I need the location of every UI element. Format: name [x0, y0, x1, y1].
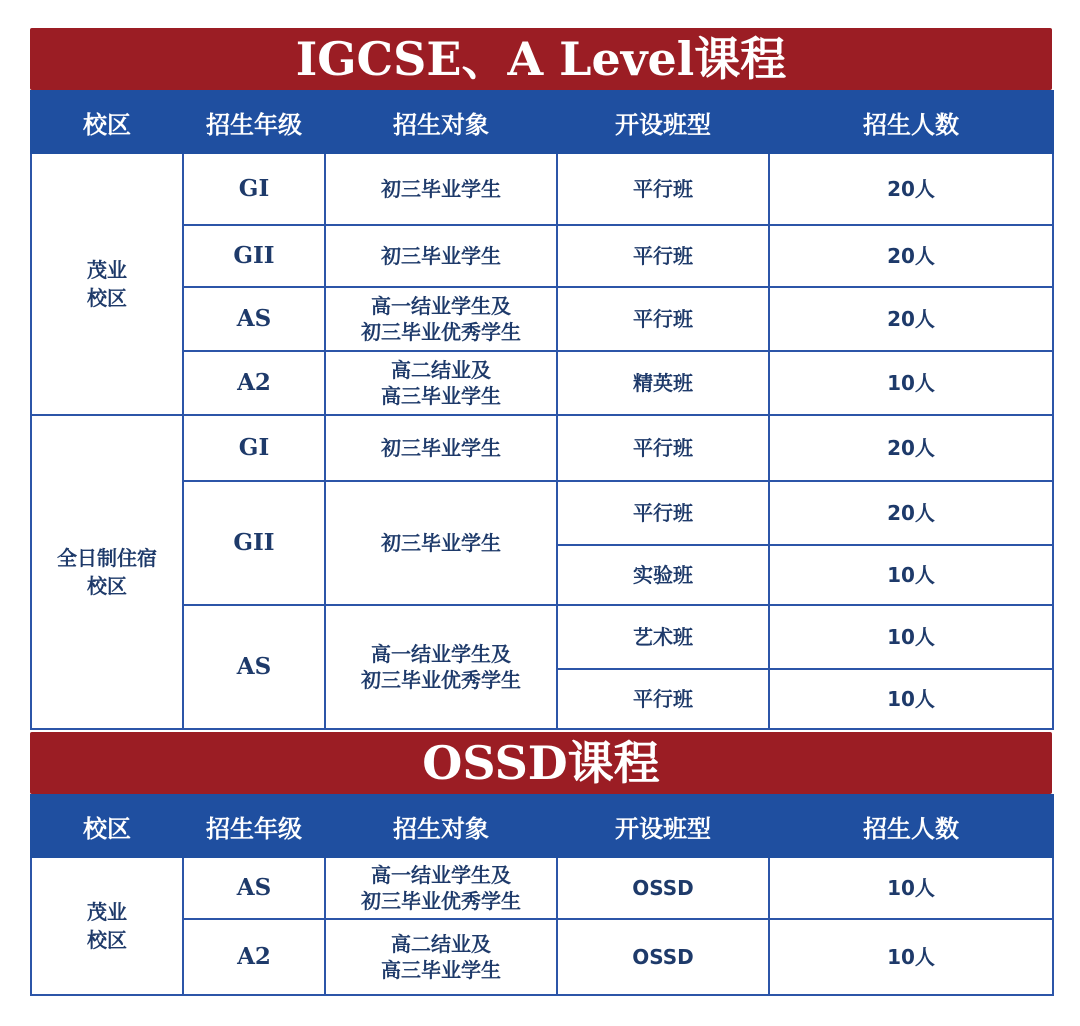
target-line: 高一结业学生及 [371, 642, 511, 666]
target-line: 初三毕业学生 [381, 244, 501, 268]
table-row [31, 153, 1053, 225]
grade-cell: GII [183, 225, 325, 287]
campus-name: 茂业 [87, 900, 127, 924]
target-line: 高一结业学生及 [371, 863, 511, 887]
table-row [31, 919, 1053, 995]
target-line: 初三毕业学生 [381, 177, 501, 201]
header-campus: 校区 [31, 795, 183, 857]
header-grade: 招生年级 [183, 91, 325, 153]
target-line: 高二结业及 [391, 358, 491, 382]
table-row [31, 415, 1053, 481]
class-type-cell: 精英班 [557, 351, 769, 415]
grade-cell: AS [183, 287, 325, 351]
enrollment-cell: 10人 [769, 605, 1053, 669]
igcse-alevel-table [30, 90, 1054, 730]
target-line: 高三毕业学生 [381, 384, 501, 408]
header-target: 招生对象 [325, 91, 557, 153]
class-type-cell: 平行班 [557, 225, 769, 287]
table-row [31, 605, 1053, 669]
table-header-row [31, 795, 1053, 857]
target-line: 初三毕业学生 [381, 436, 501, 460]
table-header-row [31, 91, 1053, 153]
enrollment-cell: 20人 [769, 225, 1053, 287]
header-enrollment: 招生人数 [769, 91, 1053, 153]
campus-suffix: 校区 [87, 928, 127, 952]
campus-cell [31, 415, 183, 729]
table-row [31, 287, 1053, 351]
target-cell [325, 919, 557, 995]
class-type-cell: 平行班 [557, 153, 769, 225]
target-cell [325, 351, 557, 415]
target-cell [325, 415, 557, 481]
header-campus: 校区 [31, 91, 183, 153]
campus-suffix: 校区 [87, 286, 127, 310]
class-type-cell: OSSD [557, 857, 769, 919]
class-type-cell: 平行班 [557, 669, 769, 729]
enrollment-cell: 10人 [769, 919, 1053, 995]
grade-cell: A2 [183, 919, 325, 995]
table-row [31, 481, 1053, 545]
header-target: 招生对象 [325, 795, 557, 857]
target-cell [325, 857, 557, 919]
grade-cell: GII [183, 481, 325, 605]
grade-cell: AS [183, 857, 325, 919]
section-title-ossd: OSSD课程 [30, 732, 1052, 794]
class-type-cell: OSSD [557, 919, 769, 995]
campus-cell [31, 857, 183, 995]
class-type-cell: 实验班 [557, 545, 769, 605]
enrollment-cell: 20人 [769, 481, 1053, 545]
grade-cell: GI [183, 415, 325, 481]
grade-cell: A2 [183, 351, 325, 415]
class-type-cell: 平行班 [557, 287, 769, 351]
table-row [31, 857, 1053, 919]
target-cell [325, 225, 557, 287]
class-type-cell: 平行班 [557, 415, 769, 481]
enrollment-cell: 20人 [769, 287, 1053, 351]
header-enrollment: 招生人数 [769, 795, 1053, 857]
enrollment-cell: 10人 [769, 351, 1053, 415]
enrollment-cell: 10人 [769, 545, 1053, 605]
target-cell [325, 481, 557, 605]
target-cell [325, 153, 557, 225]
section-title-igcse: IGCSE、A Level课程 [30, 28, 1052, 90]
target-cell [325, 287, 557, 351]
header-class-type: 开设班型 [557, 91, 769, 153]
class-type-cell: 艺术班 [557, 605, 769, 669]
ossd-table [30, 794, 1054, 996]
target-cell [325, 605, 557, 729]
class-type-cell: 平行班 [557, 481, 769, 545]
target-line: 高一结业学生及 [371, 294, 511, 318]
target-line: 初三毕业优秀学生 [361, 320, 521, 344]
header-class-type: 开设班型 [557, 795, 769, 857]
campus-name: 全日制住宿 [57, 546, 157, 570]
campus-name: 茂业 [87, 258, 127, 282]
target-line: 高三毕业学生 [381, 958, 501, 982]
target-line: 高二结业及 [391, 932, 491, 956]
table-row [31, 351, 1053, 415]
campus-suffix: 校区 [87, 574, 127, 598]
table-row [31, 225, 1053, 287]
enrollment-cell: 10人 [769, 669, 1053, 729]
enrollment-cell: 10人 [769, 857, 1053, 919]
grade-cell: GI [183, 153, 325, 225]
target-line: 初三毕业优秀学生 [361, 889, 521, 913]
grade-cell: AS [183, 605, 325, 729]
campus-cell [31, 153, 183, 415]
enrollment-cell: 20人 [769, 415, 1053, 481]
enrollment-cell: 20人 [769, 153, 1053, 225]
target-line: 初三毕业优秀学生 [361, 668, 521, 692]
target-line: 初三毕业学生 [381, 531, 501, 555]
header-grade: 招生年级 [183, 795, 325, 857]
